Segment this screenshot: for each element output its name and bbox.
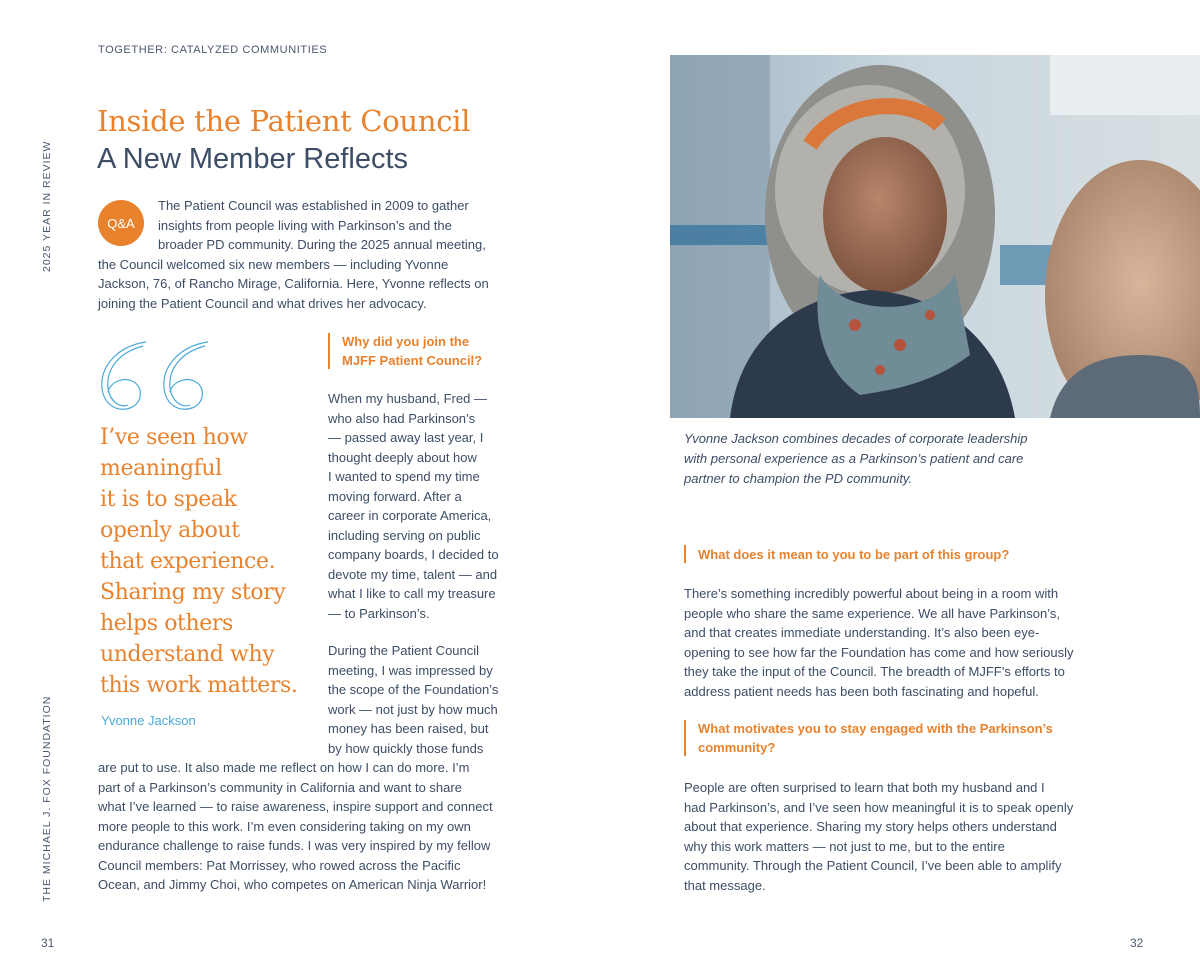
page-number-left: 31 xyxy=(41,936,55,950)
intro-line: insights from people living with Parkinson’s and the xyxy=(158,217,452,233)
answer-line: meeting, I was impressed by xyxy=(328,662,493,678)
caption-line: with personal experience as a Parkinson’s patient and care xyxy=(684,451,1024,466)
answer-line: I wanted to spend my time xyxy=(328,469,480,484)
answer-line: part of a Parkinson’s community in California and want to share xyxy=(98,779,462,795)
answer-line: about that experience. Sharing my story helps others understand xyxy=(684,819,1057,834)
answer-line: Council members: Pat Morrissey, who rowed across the Pacific xyxy=(98,857,461,873)
question-accent-bar xyxy=(684,545,686,563)
caption-line: partner to champion the PD community. xyxy=(684,471,913,486)
answer-line: People are often surprised to learn that both my husband and I xyxy=(684,780,1045,795)
pull-quote-line: meaningful xyxy=(100,456,222,481)
pull-quote-line: understand why xyxy=(100,642,275,667)
answer-line: During the Patient Council xyxy=(328,643,480,658)
answer-line: address patient needs has been both fascinating and hopeful. xyxy=(684,683,1039,699)
pull-quote-line: helps others xyxy=(100,611,233,636)
answer-line: opening to see how far the Foundation has come and how seriously xyxy=(684,644,1074,660)
answer-line: what I’ve learned — to raise awareness, inspire support and connect xyxy=(98,799,493,814)
portrait-photo xyxy=(670,55,1200,418)
intro-line: joining the Patient Council and what drives her advocacy. xyxy=(98,295,427,311)
answer-line: — passed away last year, I xyxy=(328,430,484,445)
answer-line: When my husband, Fred — xyxy=(328,391,487,406)
question-1-line: Why did you join the xyxy=(342,334,470,349)
answer-line: people who share the same experience. We all have Parkinson’s, xyxy=(684,605,1061,621)
pull-quote-line: that experience. xyxy=(100,549,276,574)
answer-line: There’s something incredibly powerful about being in a room with xyxy=(684,586,1059,601)
answer-line: money has been raised, but xyxy=(328,721,489,736)
page-number-right: 32 xyxy=(1130,936,1144,950)
sidebar-org-label: THE MICHAEL J. FOX FOUNDATION xyxy=(41,695,53,902)
answer-line: thought deeply about how xyxy=(328,449,477,465)
pull-quote-line: this work matters. xyxy=(100,673,298,698)
answer-line: — to Parkinson’s. xyxy=(328,605,430,621)
pull-quote-line: it is to speak xyxy=(100,487,237,512)
question-3-line: community? xyxy=(698,740,776,755)
question-1-line: MJFF Patient Council? xyxy=(342,353,483,368)
answer-line: Ocean, and Jimmy Choi, who competes on American Ninja Warrior! xyxy=(98,877,487,892)
answer-line: had Parkinson’s, and I’ve seen how meaningful it is to speak openly xyxy=(684,799,1074,815)
answer-line: the scope of the Foundation’s xyxy=(328,682,499,697)
intro-line: the Council welcomed six new members — including Yvonne xyxy=(98,256,449,272)
pull-quote-attribution: Yvonne Jackson xyxy=(101,713,196,728)
quote-mark-icon xyxy=(96,336,214,416)
answer-line: work — not just by how much xyxy=(328,701,498,717)
question-accent-bar xyxy=(684,720,686,756)
intro-line: broader PD community. During the 2025 annual meeting, xyxy=(158,237,486,252)
page-title: Inside the Patient Council xyxy=(97,104,471,138)
answer-line: are put to use. It also made me reflect on how I can do more. I’m xyxy=(98,760,470,775)
answer-line: who also had Parkinson’s xyxy=(328,410,476,426)
sidebar-year-label: 2025 YEAR IN REVIEW xyxy=(41,140,53,272)
answer-line: career in corporate America, xyxy=(328,508,492,523)
answer-line: what I like to call my treasure xyxy=(328,586,496,601)
qa-badge: Q&A xyxy=(98,200,144,246)
caption-line: Yvonne Jackson combines decades of corporate leadership xyxy=(684,431,1028,446)
pull-quote-line: openly about xyxy=(100,518,240,543)
answer-line: company boards, I decided to xyxy=(328,547,499,562)
answer-line: devote my time, talent — and xyxy=(328,566,498,582)
question-2-line: What does it mean to you to be part of this group? xyxy=(698,547,1010,562)
section-kicker: TOGETHER: CATALYZED COMMUNITIES xyxy=(98,44,328,56)
answer-line: including serving on public xyxy=(328,527,481,543)
answer-line: more people to this work. I’m even considering taking on my own xyxy=(98,818,471,834)
answer-line: why this work matters — not just to me, but to the entire xyxy=(684,838,1005,854)
answer-line: moving forward. After a xyxy=(328,488,462,504)
question-3-line: What motivates you to stay engaged with the Parkinson’s xyxy=(698,721,1053,736)
intro-line: The Patient Council was established in 2009 to gather xyxy=(158,198,469,213)
pull-quote-line: I’ve seen how xyxy=(100,425,248,450)
page-subtitle: A New Member Reflects xyxy=(97,143,409,175)
pull-quote-line: Sharing my story xyxy=(100,580,286,605)
intro-line: Jackson, 76, of Rancho Mirage, California. Here, Yvonne reflects on xyxy=(98,276,489,291)
answer-line: by how quickly those funds xyxy=(328,740,484,756)
answer-line: and that creates immediate understanding. It’s also been eye- xyxy=(684,625,1040,640)
question-accent-bar xyxy=(328,333,330,369)
answer-line: that message. xyxy=(684,877,766,893)
answer-line: community. Through the Patient Council, I’ve been able to amplify xyxy=(684,858,1062,873)
answer-line: they take the input of the Council. The breadth of MJFF’s efforts to xyxy=(684,664,1065,679)
answer-line: endurance challenge to raise funds. I was very inspired by my fellow xyxy=(98,838,491,853)
